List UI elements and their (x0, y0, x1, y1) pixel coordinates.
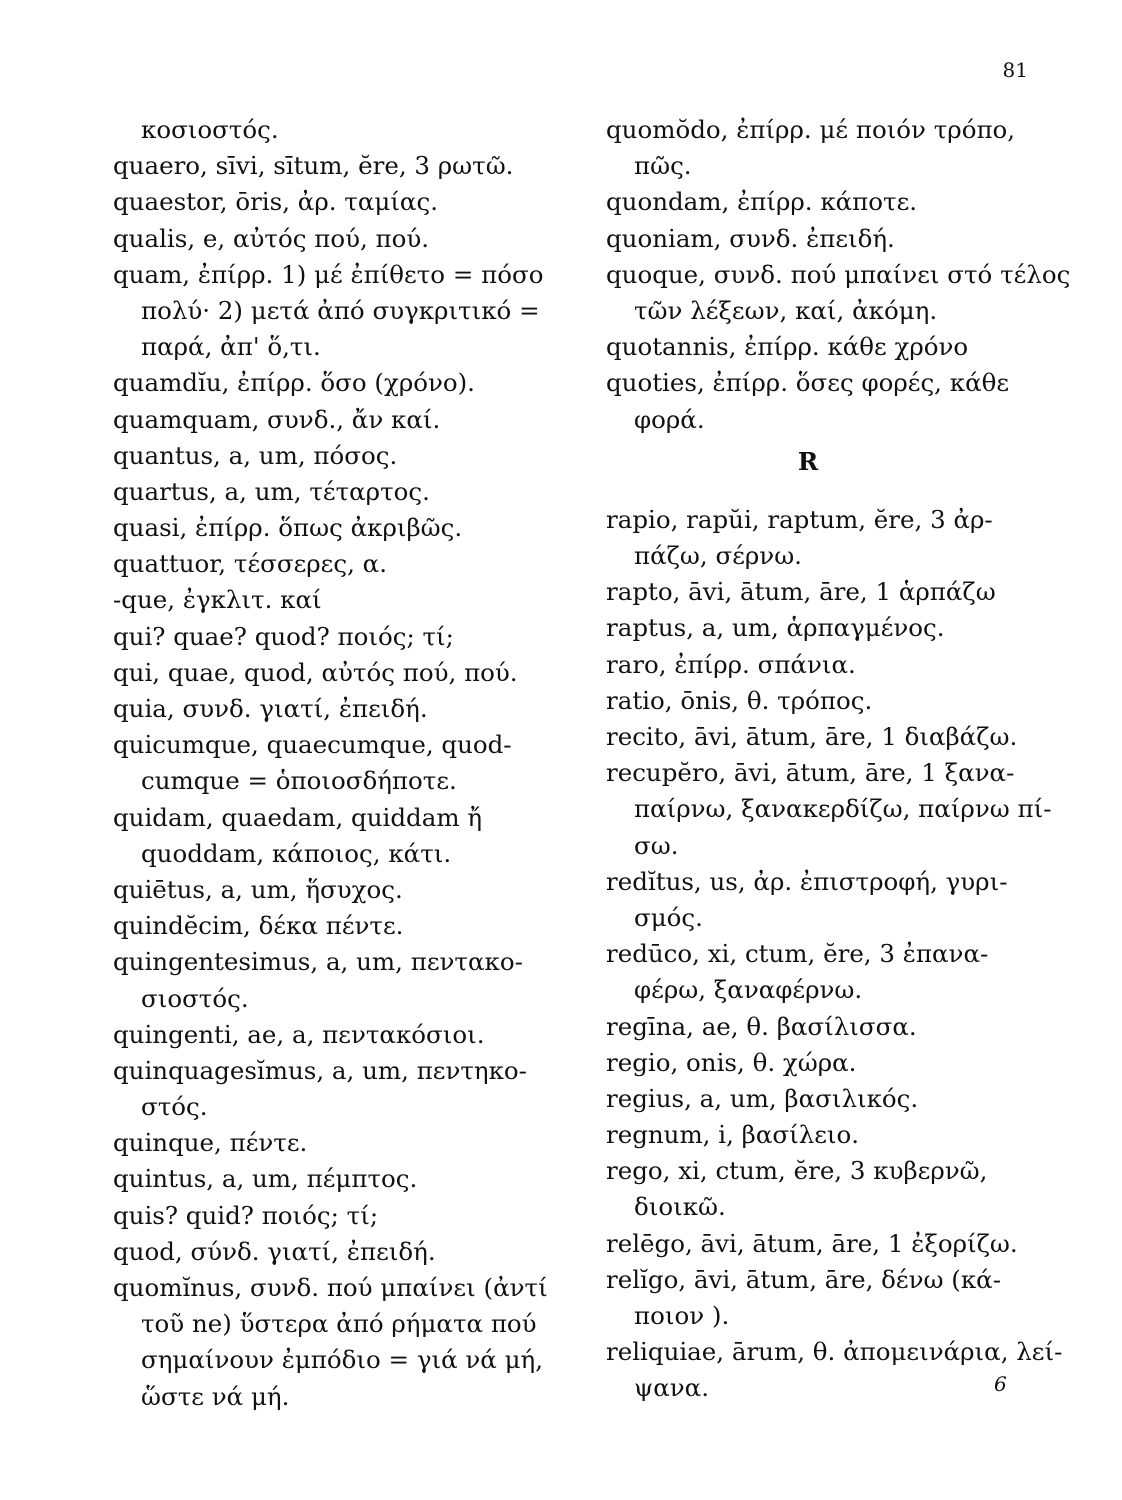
dictionary-line: regīna, ae, θ. βασίλισσα. (606, 1011, 917, 1041)
dictionary-line: quindĕcim, δέκα πέντε. (113, 911, 404, 941)
dictionary-line: quamdĭu, ἐπίρρ. ὅσο (χρόνο). (113, 368, 475, 398)
right-column-r-entries (606, 502, 1063, 1407)
dictionary-line: qui? quae? quod? ποιός; τί; (113, 621, 454, 651)
dictionary-line: quomŏdo, ἐπίρρ. μέ ποιόν τρόπο, (606, 115, 1016, 144)
dictionary-line: qualis, e, αὐτός πού, πού. (113, 223, 430, 253)
dictionary-line: quod, σύνδ. γιατί, ἐπειδή. (113, 1236, 436, 1266)
dictionary-line: quoddam, κάποιος, κάτι. (141, 838, 452, 868)
dictionary-line: πολύ· 2) μετά ἀπό συγκριτικό = (141, 295, 540, 325)
dictionary-line: quicumque, quaecumque, quod- (113, 730, 512, 760)
page-number: 81 (1002, 58, 1028, 82)
dictionary-line: quintus, a, um, πέμπτος. (113, 1164, 418, 1194)
dictionary-line: quamquam, συνδ., ἄν καί. (113, 404, 441, 434)
dictionary-line: -que, ἐγκλιτ. καί (113, 585, 322, 615)
dictionary-line: rego, xi, ctum, ĕre, 3 κυβερνῶ, (606, 1156, 988, 1186)
dictionary-line: quoties, ἐπίρρ. ὅσες φορές, κάθε (606, 368, 1010, 398)
dictionary-line: quinque, πέντε. (113, 1128, 308, 1158)
dictionary-line: τοῦ ne) ὕστερα ἀπό ρήματα πού (141, 1309, 537, 1339)
dictionary-line: raro, ἐπίρρ. σπάνια. (606, 649, 856, 679)
dictionary-line: qui, quae, quod, αὐτός πού, πού. (113, 657, 518, 687)
dictionary-line: διοικῶ. (634, 1192, 726, 1222)
dictionary-line: παίρνω, ξανακερδίζω, παίρνω πί- (634, 794, 1052, 824)
dictionary-line: redūco, xi, ctum, ĕre, 3 ἐπανα- (606, 939, 989, 969)
dictionary-line: σμός. (634, 902, 703, 932)
dictionary-line: κοσιοστός. (141, 115, 279, 144)
dictionary-line: regio, onis, θ. χώρα. (606, 1047, 857, 1077)
dictionary-line: σημαίνουν ἐμπόδιο = γιά νά μή, (141, 1345, 544, 1375)
dictionary-line: σω. (634, 830, 679, 860)
dictionary-line: cumque = ὁποιοσδήποτε. (141, 766, 457, 796)
dictionary-line: recupĕro, āvi, ātum, āre, 1 ξανα- (606, 758, 1015, 788)
dictionary-line: quartus, a, um, τέταρτος. (113, 476, 430, 506)
dictionary-line: quinquagesĭmus, a, um, πεντηκο- (113, 1055, 527, 1085)
section-letter-heading: R (797, 446, 819, 476)
dictionary-line: quoque, συνδ. πού μπαίνει στό τέλος (606, 259, 1071, 289)
dictionary-line: σιοστός. (141, 983, 249, 1013)
dictionary-line: relĭgo, āvi, ātum, āre, δένω (κά- (606, 1264, 1001, 1294)
dictionary-line: relēgo, āvi, ātum, āre, 1 ἐξορίζω. (606, 1228, 1018, 1258)
dictionary-line: quia, συνδ. γιατί, ἐπειδή. (113, 694, 428, 723)
dictionary-line: ratio, ōnis, θ. τρόπος. (606, 685, 873, 715)
dictionary-line: regnum, i, βασίλειο. (606, 1120, 860, 1150)
dictionary-line: quis? quid? ποιός; τί; (113, 1200, 379, 1230)
dictionary-line: redĭtus, us, ἀρ. ἐπιστροφή, γυρι- (606, 866, 1008, 896)
dictionary-line: φορά. (634, 404, 705, 434)
dictionary-line: ποιον ). (634, 1301, 730, 1330)
dictionary-line: ὥστε νά μή. (141, 1381, 290, 1411)
dictionary-line: πῶς. (634, 151, 692, 181)
dictionary-line: quondam, ἐπίρρ. κάποτε. (606, 187, 918, 217)
dictionary-line: quiētus, a, um, ἥσυχος. (113, 874, 403, 904)
right-column-q-entries (606, 112, 1071, 438)
left-column (113, 112, 568, 1415)
dictionary-line: quaestor, ōris, ἀρ. ταμίας. (113, 187, 438, 217)
dictionary-line: raptus, a, um, ἁρπαγμένος. (606, 613, 945, 643)
dictionary-line: quingentesimus, a, um, πεντακο- (113, 947, 523, 977)
signature-mark: 6 (994, 1372, 1007, 1396)
right-column (606, 112, 1071, 1407)
dictionary-line: quaero, sīvi, sītum, ĕre, 3 ρωτῶ. (113, 151, 514, 181)
dictionary-line: rapto, āvi, ātum, āre, 1 ἁρπάζω (606, 577, 996, 607)
dictionary-line: quomĭnus, συνδ. πού μπαίνει (ἀντί (113, 1273, 548, 1302)
dictionary-line: στός. (141, 1092, 208, 1122)
dictionary-line: quotannis, ἐπίρρ. κάθε χρόνο (606, 332, 969, 362)
dictionary-line: quattuor, τέσσερες, α. (113, 549, 387, 579)
dictionary-line: τῶν λέξεων, καί, ἀκόμη. (634, 295, 938, 325)
dictionary-line: regius, a, um, βασιλικός. (606, 1083, 919, 1113)
dictionary-line: quam, ἐπίρρ. 1) μέ ἐπίθετο = πόσο (113, 259, 544, 289)
dictionary-line: quingenti, ae, a, πεντακόσιοι. (113, 1019, 485, 1049)
dictionary-line: quidam, quaedam, quiddam ἤ (113, 802, 483, 832)
dictionary-line: quasi, ἐπίρρ. ὅπως ἀκριβῶς. (113, 513, 463, 543)
dictionary-line: φέρω, ξαναφέρνω. (634, 975, 863, 1005)
dictionary-line: quantus, a, um, πόσος. (113, 440, 398, 470)
dictionary-line: quoniam, συνδ. ἐπειδή. (606, 223, 895, 253)
dictionary-line: παρά, ἀπ' ὅ,τι. (141, 332, 321, 362)
dictionary-line: rapio, rapŭi, raptum, ĕre, 3 ἀρ- (606, 504, 993, 534)
dictionary-line: πάζω, σέρνω. (634, 541, 802, 571)
dictionary-line: recito, āvi, ātum, āre, 1 διαβάζω. (606, 722, 1018, 751)
dictionary-line: ψανα. (634, 1373, 709, 1403)
dictionary-line: reliquiae, ārum, θ. ἀπομεινάρια, λεί- (606, 1337, 1063, 1367)
